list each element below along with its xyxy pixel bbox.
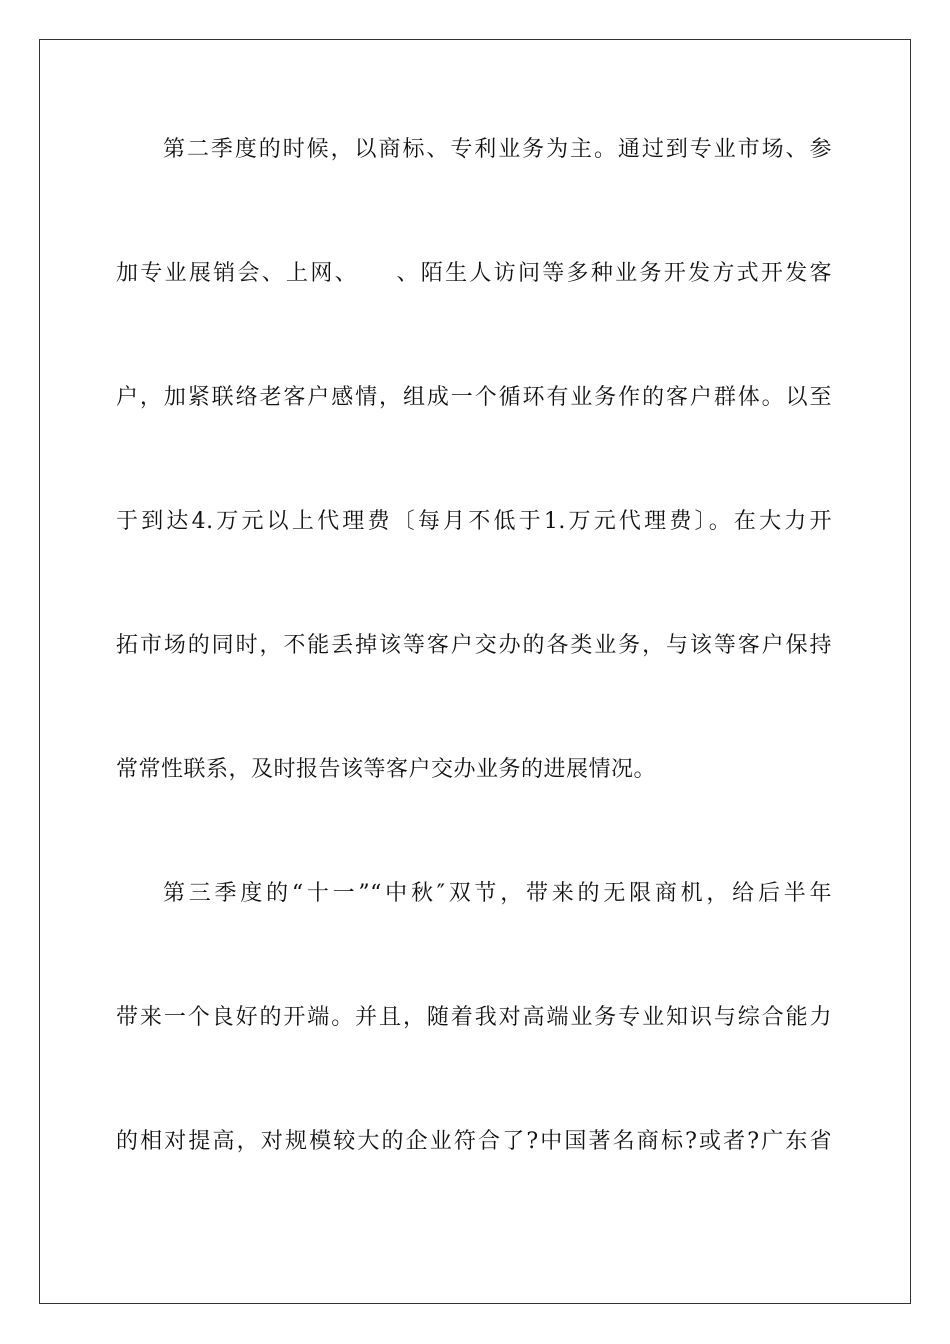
paragraph-1-line-4: 于到达4.万元以上代理费〔每月不低于1.万元代理费〕。在大力开 <box>116 509 832 534</box>
paragraph-2-line-1: 第三季度的“十一”“中秋″双节，带来的无限商机，给后半年 <box>163 881 832 906</box>
paragraph-2-line-2: 带来一个良好的开端。并且，随着我对高端业务专业知识与综合能力 <box>116 1005 832 1030</box>
paragraph-2-line-3: 的相对提高，对规模较大的企业符合了?中国著名商标?或者?广东省 <box>116 1129 832 1154</box>
paragraph-1-line-3: 户，加紧联络老客户感情，组成一个循环有业务作的客户群体。以至 <box>116 385 832 410</box>
paragraph-1-line-5: 拓市场的同时，不能丢掉该等客户交办的各类业务，与该等客户保持 <box>116 633 832 658</box>
paragraph-1-line-2: 加专业展销会、上网、 、陌生人访问等多种业务开发方式开发客 <box>116 261 832 286</box>
paragraph-1-line-1: 第二季度的时候，以商标、专利业务为主。通过到专业市场、参 <box>163 137 832 162</box>
page-border <box>39 39 911 1304</box>
paragraph-1-line-6: 常常性联系，及时报告该等客户交办业务的进展情况。 <box>116 757 657 782</box>
